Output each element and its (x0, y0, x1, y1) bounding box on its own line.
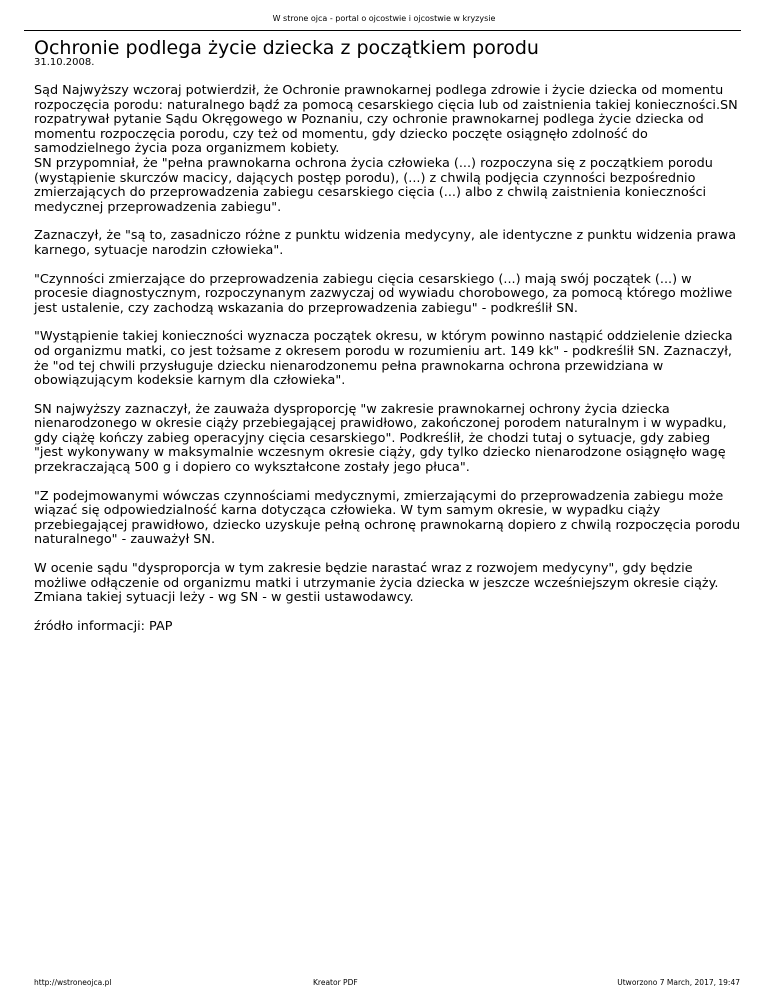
article-paragraph: Zaznaczył, że "są to, zasadniczo różne z punktu widzenia medycyny, ale identyczne z punktu widzenia prawa karnego, sytuacje narodzin człowieka". (34, 228, 737, 258)
article-title: Ochronie podlega życie dziecka z początkiem porodu (34, 37, 539, 59)
footer-url[interactable]: http://wstroneojca.pl (34, 978, 112, 987)
article-date: 31.10.2008. (34, 57, 95, 68)
footer-created: Utworzono 7 March, 2017, 19:47 (617, 978, 740, 987)
footer-generator: Kreator PDF (313, 978, 358, 987)
article-paragraph: "Z podejmowanymi wówczas czynnościami medycznymi, zmierzającymi do przeprowadzenia zabiegu może wiązać się odpowiedzialność karna dotycząca człowieka. W tym samym okresie, w wypadku ciąży przebiegającej prawidłowo, dziecko uzyskuje pełną ochronę prawnokarną dopiero z chwilą rozpoczęcia porodu naturalnego" - zauważył SN. (34, 488, 741, 548)
article-paragraph: W ocenie sądu "dysproporcja w tym zakresie będzie narastać wraz z rozwojem medycyny", gdy będzie możliwe odłączenie od organizmu matki i utrzymanie życia dziecka w jeszcze wcześniejszym okresie ciąży. Zmiana takiej sytuacji leży - wg SN - w gestii ustawodawcy. (34, 561, 719, 606)
article-body (34, 84, 742, 648)
header-divider (24, 30, 741, 31)
article-paragraph: "Czynności zmierzające do przeprowadzenia zabiegu cięcia cesarskiego (...) mają swój początek (...) w procesie diagnostycznym, rozpoczynanym zazwyczaj od wywiadu chorobowego, za pomocą którego możliwe jest ustalenie, czy zachodzą wskazania do przeprowadzenia zabiegu" - podkreślił SN. (34, 271, 733, 316)
article-paragraph: SN przypomniał, że "pełna prawnokarna ochrona życia człowieka (...) rozpoczyna się z początkiem porodu (wystąpienie skurczów macicy, dających postęp porodu), (...) z chwilą podjęcia czynności bezpośrednio zmierzających do przeprowadzenia zabiegu cesarskiego cięcia (...) albo z chwilą zaistnienia konieczności medycznej przeprowadzenia zabiegu". (34, 155, 713, 215)
article-paragraph: SN najwyższy zaznaczył, że zauważa dysproporcję "w zakresie prawnokarnej ochrony życia dziecka nienarodzonego w okresie ciąży przebiegającej prawidłowo, zakończonej porodem naturalnym i w wypadku, gdy ciążę kończy zabieg operacyjny cięcia cesarskiego". Podkreślił, że chodzi tutaj o sytuacje, gdy zabieg "jest wykonywany w maksymalnie wczesnym okresie ciąży, gdy tylko dziecko nienarodzone osiągnęło wagę przekraczającą 500 g i dopiero co wykształcone zostały jego płuca". (34, 401, 727, 476)
article-paragraph: "Wystąpienie takiej konieczności wyznacza początek okresu, w którym powinno nastąpić oddzielenie dziecka od organizmu matki, co jest tożsame z okresem porodu w rozumieniu art. 149 kk" - podkreślił SN. Zaznaczył, że "od tej chwili przysługuje dziecku nienarodzonemu pełna prawnokarna ochrona przewidziana w obowiązującym kodeksie karnym dla człowieka". (34, 329, 733, 389)
site-header-title: W strone ojca - portal o ojcostwie i ojcostwie w kryzysie (272, 14, 496, 23)
article-paragraph: Sąd Najwyższy wczoraj potwierdził, że Ochronie prawnokarnej podlega zdrowie i życie dziecka od momentu rozpoczęcia porodu: naturalnego bądź za pomocą cesarskiego cięcia lub od zaistnienia takiej konieczności.SN rozpatrywał pytanie Sądu Okręgowego w Poznaniu, czy ochronie prawnokarnej podlega życie dziecka od momentu rozpoczęcia porodu, czy też od momentu, gdy dziecko poczęte osiągnęło zdolność do samodzielnego życia poza organizmem kobiety. (34, 83, 738, 157)
article-source: źródło informacji: PAP (34, 618, 173, 634)
